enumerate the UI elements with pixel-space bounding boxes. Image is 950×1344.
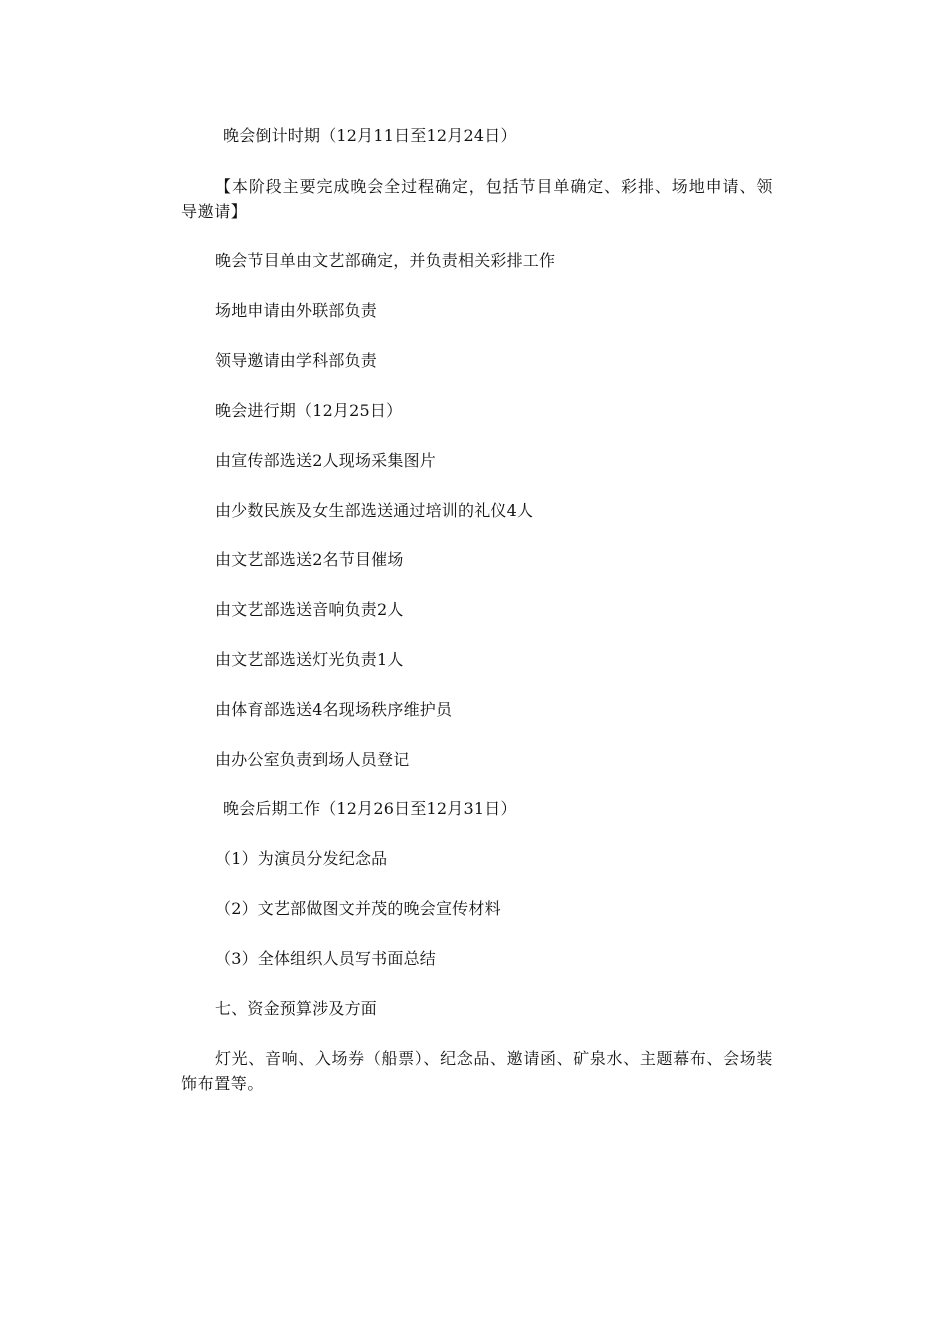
venue-line: 场地申请由外联部负责 [215,301,378,320]
section-heading-event-day: 晚会进行期（12月25日） [215,401,403,420]
budget-paragraph: 灯光、音响、入场券（船票）、纪念品、邀请函、矿泉水、主题幕布、会场装饰布置等。 [181,1049,773,1093]
leader-invite-line: 领导邀请由学科部负责 [215,351,378,370]
section-heading-countdown: 晚会倒计时期（12月11日至12月24日） [223,126,517,145]
lighting-line: 由文艺部选送灯光负责1人 [215,650,404,669]
registration-line: 由办公室负责到场人员登记 [215,750,410,769]
list-item-1: （1）为演员分发纪念品 [215,849,388,868]
stage-call-line: 由文艺部选送2名节目催场 [215,550,404,569]
list-item-3: （3）全体组织人员写书面总结 [215,949,436,968]
stage-summary-paragraph: 【本阶段主要完成晚会全过程确定，包括节目单确定、彩排、场地申请、领导邀请】 [181,177,773,221]
list-item-2: （2）文艺部做图文并茂的晚会宣传材料 [215,899,501,918]
order-line: 由体育部选送4名现场秩序维护员 [215,700,453,719]
photo-line: 由宣传部选送2人现场采集图片 [215,451,436,470]
etiquette-line: 由少数民族及女生部选送通过培训的礼仪4人 [215,501,534,520]
section-heading-budget: 七、资金预算涉及方面 [215,999,378,1018]
audio-line: 由文艺部选送音响负责2人 [215,600,404,619]
program-line: 晚会节目单由文艺部确定，并负责相关彩排工作 [215,251,556,270]
section-heading-post-event: 晚会后期工作（12月26日至12月31日） [223,799,517,818]
